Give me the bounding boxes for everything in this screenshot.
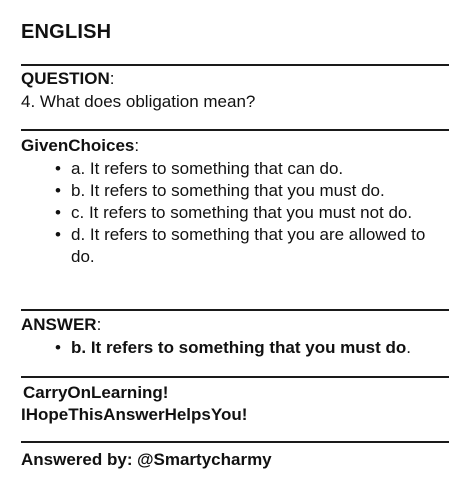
choice-item <box>49 180 449 202</box>
choices-colon: : <box>134 136 140 155</box>
bullet-icon: • <box>55 225 61 244</box>
choices-section <box>21 135 449 268</box>
divider <box>21 309 449 311</box>
divider <box>21 376 449 378</box>
question-section <box>21 68 449 113</box>
choice-item <box>49 224 449 268</box>
answer-item <box>49 337 449 359</box>
choice-text: a. It refers to something that can do. <box>71 159 344 178</box>
bullet-icon: • <box>55 203 61 222</box>
closing-line-1: CarryOnLearning! <box>23 383 169 402</box>
bullet-icon: • <box>55 181 61 200</box>
choice-item <box>49 202 449 224</box>
subject-title: ENGLISH <box>21 21 112 43</box>
divider <box>21 441 449 443</box>
choice-text: c. It refers to something that you must not do. <box>71 203 413 222</box>
choice-text: d. It refers to something that you are allowed to do. <box>71 225 426 266</box>
choices-list <box>21 158 449 268</box>
question-label: QUESTION <box>21 69 110 88</box>
choice-item <box>49 158 449 180</box>
credit-author: @Smartycharmy <box>136 450 272 469</box>
answer-list <box>21 337 449 359</box>
bullet-icon: • <box>55 338 61 357</box>
answer-text: b. It refers to something that you must do <box>71 338 407 357</box>
credit-section <box>21 449 449 472</box>
closing-line-2: IHopeThisAnswerHelpsYou! <box>21 405 248 424</box>
choices-label: GivenChoices <box>21 136 135 155</box>
divider <box>21 129 449 131</box>
closing-section <box>21 382 449 426</box>
answer-label: ANSWER <box>21 315 97 334</box>
answer-colon: : <box>96 315 102 334</box>
credit-label: Answered by <box>21 450 127 469</box>
answer-section <box>21 314 449 359</box>
question-text: 4. What does obligation mean? <box>21 92 256 111</box>
answer-period: . <box>406 338 412 357</box>
question-colon: : <box>109 69 115 88</box>
choice-text: b. It refers to something that you must do. <box>71 181 385 200</box>
bullet-icon: • <box>55 159 61 178</box>
divider <box>21 64 449 66</box>
credit-colon: : <box>126 450 133 469</box>
